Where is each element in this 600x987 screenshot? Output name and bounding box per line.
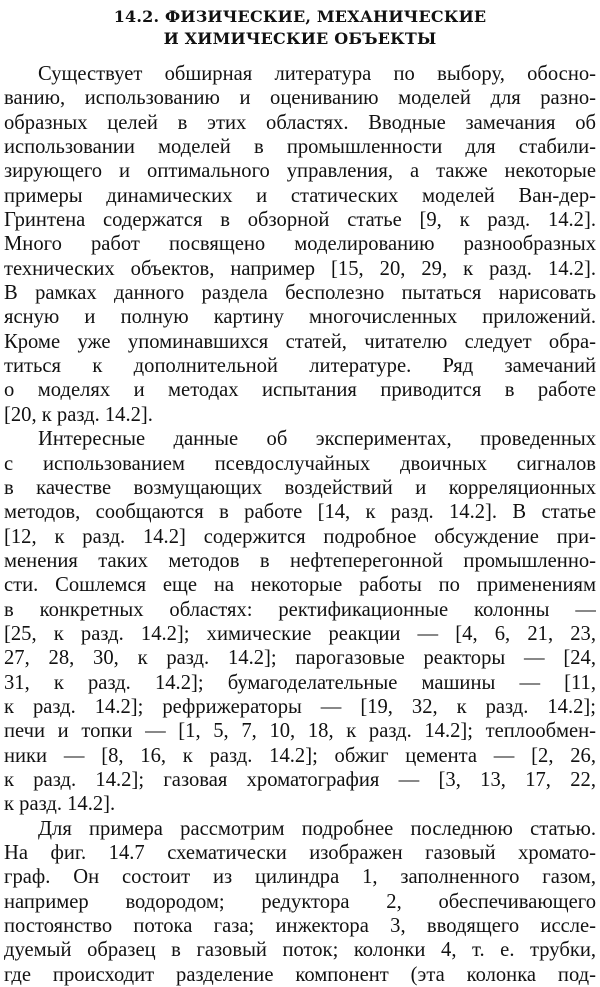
- text-line: использовании моделей в промышленности для стабили-: [4, 136, 596, 159]
- text-line: [20, к разд. 14.2].: [4, 403, 153, 426]
- text-line: в конкретных областях: ректификационные колонны —: [4, 598, 596, 621]
- text-line: [12, к разд. 14.2] содержится подробное обсуждение при-: [4, 525, 596, 548]
- text-line: [25, к разд. 14.2]; химические реакции — [4, 6, 21, 23,: [4, 622, 596, 645]
- text-line: Много работ посвящено моделированию разнообразных: [4, 233, 596, 256]
- text-line: ники — [8, 16, к разд. 14.2]; обжиг цемента — [2, 26,: [4, 744, 596, 767]
- page: [4, 6, 596, 987]
- section-heading: [4, 6, 596, 50]
- text-line: В рамках данного раздела бесполезно пытаться нарисовать: [4, 282, 596, 305]
- text-line: в качестве возмущающих воздействий и корреляционных: [4, 476, 596, 499]
- text-line: граф. Он состоит из цилиндра 1, заполненного газом,: [4, 866, 596, 889]
- section-heading-line-1: 14.2. ФИЗИЧЕСКИЕ, МЕХАНИЧЕСКИЕ: [113, 7, 487, 26]
- text-line: где происходит разделение компонент (эта колонка под-: [4, 963, 596, 986]
- paragraph-3: [4, 817, 596, 987]
- text-line: На фиг. 14.7 схематически изображен газовый хромато-: [4, 842, 596, 864]
- text-line: к разд. 14.2]; газовая хроматография — [3, 13, 17, 22,: [4, 768, 596, 791]
- text-line: например водородом; редуктора 2, обеспечивающего: [4, 890, 596, 913]
- section-heading-line-2: И ХИМИЧЕСКИЕ ОБЪЕКТЫ: [163, 29, 437, 48]
- text-line: о моделях и методах испытания приводится в работе: [4, 379, 596, 402]
- text-line: менения таких методов в нефтеперегонной промышленно-: [4, 549, 596, 572]
- text-line: постоянство потока газа; инжектора 3, вводящего иссле-: [4, 915, 596, 938]
- text-line: Для примера рассмотрим подробнее последнюю статью.: [38, 817, 596, 840]
- text-line: технических объектов, например [15, 20, 29, к разд. 14.2].: [4, 257, 596, 280]
- text-line: к разд. 14.2].: [4, 793, 116, 816]
- text-line: примеры динамических и статических моделей Ван-дер-: [4, 184, 596, 207]
- text-line: к разд. 14.2]; рефрижераторы — [19, 32, к разд. 14.2];: [4, 695, 596, 718]
- text-line: Существует обширная литература по выбору, обосно-: [38, 63, 596, 85]
- text-line: сти. Сошлемся еще на некоторые работы по применениям: [4, 574, 596, 597]
- text-line: методов, сообщаются в работе [14, к разд. 14.2]. В статье: [4, 501, 596, 524]
- text-line: образных целей в этих областях. Вводные замечания об: [4, 111, 596, 134]
- text-line: 27, 28, 30, к разд. 14.2]; парогазовые реакторы — [24,: [4, 647, 596, 670]
- text-line: ясную и полную картину многочисленных приложений.: [4, 306, 596, 329]
- text-line: Гринтена содержатся в обзорной статье [9, к разд. 14.2].: [4, 209, 596, 232]
- body-text: [4, 62, 596, 987]
- text-line: с использованием псевдослучайных двоичных сигналов: [4, 452, 596, 475]
- text-line: 31, к разд. 14.2]; бумагоделательные машины — [11,: [4, 671, 596, 694]
- text-line: титься к дополнительной литературе. Ряд замечаний: [4, 355, 596, 378]
- paragraph-1: [4, 62, 596, 427]
- text-line: зирующего и оптимального управления, а также некоторые: [4, 160, 596, 183]
- text-line: Интересные данные об экспериментах, проведенных: [38, 428, 596, 451]
- paragraph-2: [4, 427, 596, 817]
- text-line: дуемый образец в газовый поток; колонки 4, т. е. трубки,: [4, 939, 596, 962]
- text-line: Кроме уже упоминавшихся статей, читателю следует обра-: [4, 330, 596, 353]
- text-line: печи и топки — [1, 5, 7, 10, 18, к разд. 14.2]; теплообмен-: [4, 720, 596, 743]
- text-line: ванию, использованию и оцениванию моделей для разно-: [4, 87, 596, 110]
